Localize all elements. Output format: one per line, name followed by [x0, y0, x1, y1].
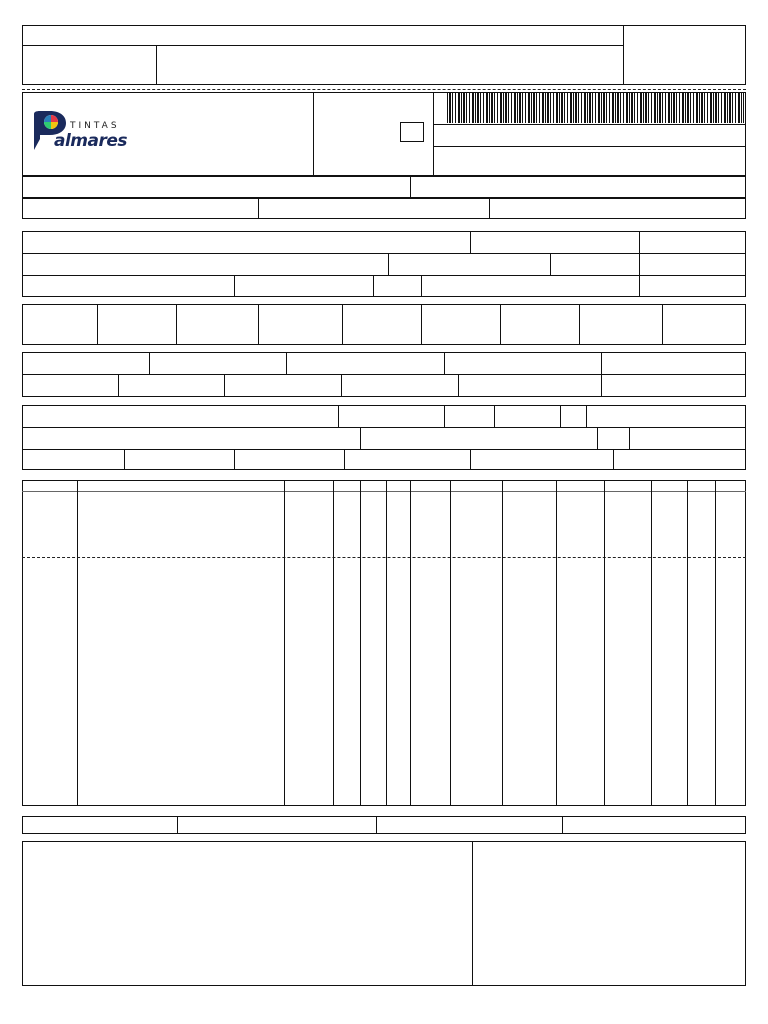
cell-divider	[342, 304, 343, 345]
cell-divider	[341, 374, 342, 397]
product-column-divider	[502, 480, 503, 806]
header-divider	[433, 146, 746, 147]
product-column-divider	[284, 480, 285, 806]
cell-divider	[444, 405, 445, 427]
cell-divider	[597, 427, 598, 449]
issqn-section	[22, 816, 746, 834]
cell-divider	[124, 449, 125, 470]
company-logo	[26, 110, 128, 154]
row-divider	[22, 275, 746, 276]
receipt-stub	[22, 25, 746, 85]
cell-divider	[421, 275, 422, 297]
cell-divider	[639, 231, 640, 297]
cut-line	[22, 89, 746, 90]
product-column-divider	[687, 480, 688, 806]
cell-divider	[500, 304, 501, 345]
cell-divider	[258, 304, 259, 345]
row-divider	[22, 427, 746, 428]
cell-divider	[360, 427, 361, 449]
cell-divider	[601, 352, 602, 397]
tax-registration-row	[22, 198, 746, 219]
product-column-divider	[604, 480, 605, 806]
transporter-section	[22, 405, 746, 470]
cell-divider	[560, 405, 561, 427]
cell-divider	[97, 304, 98, 345]
cell-divider	[613, 449, 614, 470]
header-divider	[313, 92, 314, 176]
cell-divider	[149, 352, 150, 374]
products-dashed-line	[22, 557, 746, 558]
cell-divider	[579, 304, 580, 345]
header-divider	[433, 92, 434, 176]
cell-divider	[338, 405, 339, 427]
cell-divider	[494, 405, 495, 427]
cell-divider	[410, 176, 411, 198]
cell-divider	[344, 449, 345, 470]
cell-divider	[662, 304, 663, 345]
cell-divider	[472, 841, 473, 986]
cell-divider	[444, 352, 445, 374]
logo-tintas: TINTAS	[70, 121, 120, 131]
product-column-divider	[410, 480, 411, 806]
operation-row	[22, 176, 746, 198]
receipt-divider	[623, 25, 624, 85]
product-column-divider	[333, 480, 334, 806]
product-column-divider	[556, 480, 557, 806]
cell-divider	[458, 374, 459, 397]
entry-exit-checkbox[interactable]	[400, 122, 424, 142]
product-column-divider	[77, 480, 78, 806]
cell-divider	[373, 275, 374, 297]
logo-wordmark: almares	[54, 131, 128, 151]
cell-divider	[234, 275, 235, 297]
row-divider	[22, 374, 746, 375]
additional-info-section	[22, 841, 746, 986]
receipt-divider	[22, 45, 623, 46]
row-divider	[22, 253, 746, 254]
cell-divider	[376, 816, 377, 834]
products-table	[22, 480, 746, 806]
cell-divider	[550, 253, 551, 275]
receipt-divider	[156, 45, 157, 85]
cell-divider	[470, 231, 471, 253]
barcode	[447, 93, 744, 123]
cell-divider	[176, 304, 177, 345]
product-column-divider	[651, 480, 652, 806]
cell-divider	[258, 198, 259, 219]
cell-divider	[388, 253, 389, 275]
cell-divider	[224, 374, 225, 397]
cell-divider	[234, 449, 235, 470]
cell-divider	[470, 449, 471, 470]
product-column-divider	[386, 480, 387, 806]
cell-divider	[177, 816, 178, 834]
cell-divider	[586, 405, 587, 427]
product-column-divider	[360, 480, 361, 806]
header-divider	[433, 124, 746, 125]
cell-divider	[562, 816, 563, 834]
product-column-divider	[715, 480, 716, 806]
products-header-line	[22, 491, 746, 492]
cell-divider	[286, 352, 287, 374]
cell-divider	[421, 304, 422, 345]
cell-divider	[629, 427, 630, 449]
invoices-section	[22, 304, 746, 345]
cell-divider	[489, 198, 490, 219]
row-divider	[22, 449, 746, 450]
cell-divider	[118, 374, 119, 397]
recipient-section	[22, 231, 746, 297]
product-column-divider	[450, 480, 451, 806]
